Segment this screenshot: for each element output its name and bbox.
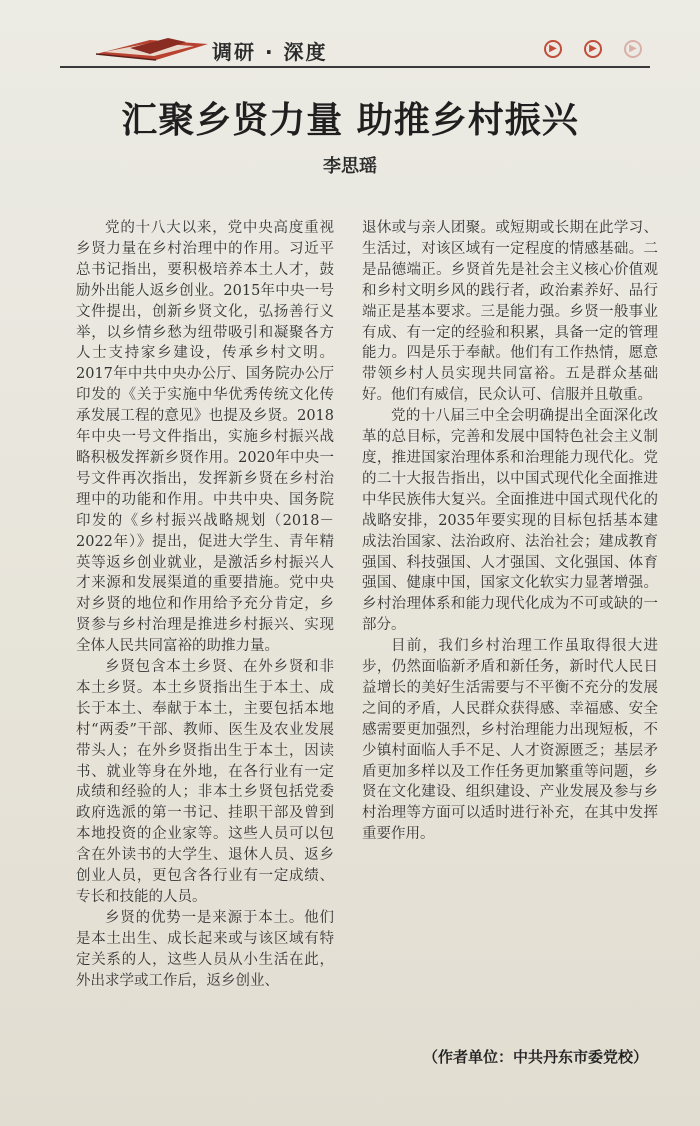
- article-title: 汇聚乡贤力量 助推乡村振兴: [121, 100, 579, 141]
- section-header: [60, 30, 650, 70]
- paragraph: 乡贤的优势一是来源于本土。他们是本土出生、成长起来或与该区域有特定关系的人，这些人员从小生活在此，外出求学或工作后，返乡创业、: [76, 909, 334, 989]
- article-author: 李思瑶: [323, 156, 377, 177]
- paragraph: 党的十八大以来，党中央高度重视乡贤力量在乡村治理中的作用。习近平总书记指出，要积极培养本土人才，鼓励外出能人返乡创业。2015年中央一号文件提出，创新乡贤文化，弘扬善行义举，以乡情乡愁为纽带吸引和凝聚各方人士支持家乡建设，传承乡村文明。2017年中共中央办公厅、国务院办公厅印发的《关于实施中华优秀传统文化传承发展工程的意见》也提及乡贤。2018年中央一号文件指出，实施乡村振兴战略积极发挥新乡贤作用。2020年中央一号文件再次指出，发挥新乡贤在乡村治理中的功能和作用。中共中央、国务院印发的《乡村振兴战略规划（2018－2022年）》提出，促进大学生、青年精英等返乡创业就业，是激活乡村振兴人才来源和发展渠道的重要措施。党中央对乡贤的地位和作用给予充分肯定，乡贤参与乡村治理是推进乡村振兴、实现全体人民共同富裕的助推力量。: [76, 220, 334, 655]
- article-column-right: [362, 218, 658, 845]
- book-ribbon-icon: [90, 34, 210, 62]
- paragraph-continued: 退休或与亲人团聚。或短期或长期在此学习、生活过，对该区域有一定程度的情感基础。二是品德端正。乡贤首先是社会主义核心价值观和乡村文明乡风的践行者，政治素养好、品行端正是基本要求。三是能力强。乡贤一般事业有成、有一定的经验和积累，具备一定的管理能力。四是乐于奉献。他们有工作热情，愿意带领乡村人员实现共同富裕。五是群众基础好。他们有威信，民众认可、信服并且敬重。: [362, 220, 658, 404]
- arrow-right-icon: ▶: [544, 40, 562, 58]
- header-icons: [544, 40, 642, 58]
- paragraph: 党的十八届三中全会明确提出全面深化改革的总目标，完善和发展中国特色社会主义制度，推进国家治理体系和治理能力现代化。党的二十大报告指出，以中国式现代化全面推进中华民族伟大复兴。全面推进中国式现代化的战略安排，2035年要实现的目标包括基本建成法治国家、法治政府、法治社会；建成教育强国、科技强国、人才强国、文化强国、体育强国、健康中国，国家文化软实力显著增强。乡村治理体系和能力现代化成为不可或缺的一部分。: [362, 408, 658, 634]
- header-rule: [60, 66, 650, 68]
- paragraph: 乡贤包含本土乡贤、在外乡贤和非本土乡贤。本土乡贤指出生于本土、成长于本土、奉献于本土，主要包括本地村“两委”干部、教师、医生及农业发展带头人；在外乡贤指出生于本土，因读书、就业等身在外地，在各行业有一定成绩和经验的人；非本土乡贤包括党委政府选派的第一书记、挂职干部及曾到本地投资的企业家等。这些人员可以包含在外读书的大学生、退休人员、返乡创业人员，更包含各行业有一定成绩、专长和技能的人员。: [76, 659, 334, 905]
- arrow-right-icon: ▶: [624, 40, 642, 58]
- author-affiliation: （作者单位：中共丹东市委党校）: [422, 1048, 648, 1066]
- arrow-right-icon: ▶: [584, 40, 602, 58]
- article-column-left: [76, 218, 334, 992]
- paragraph: 目前，我们乡村治理工作虽取得很大进步，仍然面临新矛盾和新任务，新时代人民日益增长的美好生活需要与不平衡不充分的发展之间的矛盾，人民群众获得感、幸福感、安全感需要更加强烈，乡村治理能力出现短板，不少镇村面临人手不足、人才资源匮乏；基层矛盾更加多样以及工作任务更加繁重等问题，乡贤在文化建设、组织建设、产业发展及参与乡村治理等方面可以适时进行补充，在其中发挥重要作用。: [362, 638, 658, 843]
- section-name: 调研 · 深度: [212, 40, 328, 64]
